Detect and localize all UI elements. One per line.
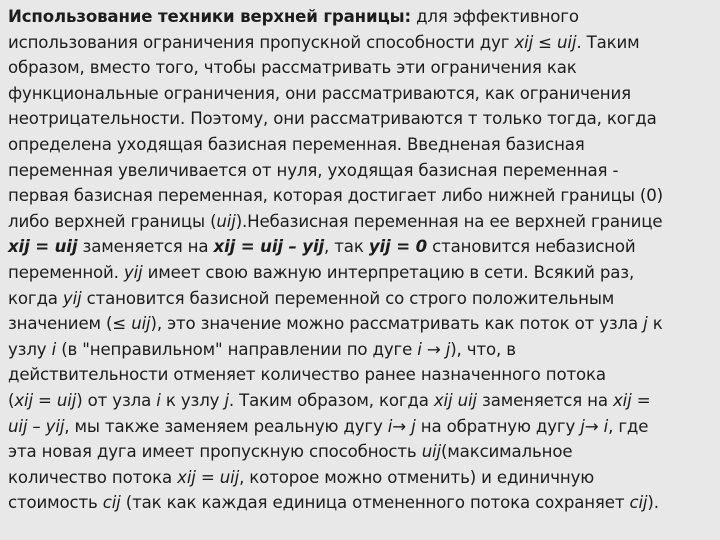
text-line <box>8 439 716 465</box>
text-run: . Таким <box>576 32 640 52</box>
emphasized-text: xij uij <box>433 390 477 410</box>
text-run: первая базисная переменная, которая достигает либо нижней границы (0) <box>8 186 663 206</box>
text-run: образом, вместо того, чтобы рассматривать эти ограничения как <box>8 58 577 78</box>
text-run: (так как каждая единица отмененного потока сохраняет <box>120 493 630 513</box>
text-run: для эффективного <box>410 7 579 26</box>
text-line <box>8 4 716 30</box>
text-run: заменяется на <box>77 237 214 257</box>
emphasized-text: uij <box>421 442 441 462</box>
text-line <box>8 465 716 491</box>
text-body <box>8 4 716 516</box>
emphasized-text: yij = 0 <box>368 237 427 257</box>
text-line <box>8 337 716 363</box>
emphasized-text: i <box>387 416 393 436</box>
text-run: использования ограничения пропускной способности дуг <box>8 32 515 52</box>
text-run: функциональные ограничения, они рассматриваются, как ограничения <box>8 83 631 103</box>
text-run: определена уходящая базисная переменная. Введненая базисная <box>8 134 585 154</box>
text-line <box>8 106 716 132</box>
emphasized-text: uij <box>216 211 236 231</box>
emphasized-text: xij = uij <box>8 237 78 257</box>
text-run: имеет свою важную интерпретацию в сети. Всякий раз, <box>142 262 635 282</box>
emphasized-text: cij <box>102 493 121 513</box>
text-run: к <box>647 314 663 334</box>
text-run: (в "неправильном" направлении по дуге <box>56 339 418 359</box>
text-run: переменная увеличивается от нуля, уходящая базисная переменная - <box>8 160 619 180</box>
text-run: → <box>584 416 604 436</box>
text-run: неотрицательности. Поэтому, они рассматриваются т только тогда, когда <box>8 109 657 129</box>
text-line <box>8 311 716 337</box>
text-line <box>8 414 716 440</box>
text-run: . Таким образом, когда <box>228 390 434 410</box>
text-run: ).Небазисная переменная на ее верхней границе <box>235 211 663 231</box>
text-run: (максимальное <box>440 442 573 462</box>
text-run: узлу <box>8 339 52 359</box>
emphasized-text: i <box>51 339 57 359</box>
text-run: эта новая дуга имеет пропускную способность <box>8 442 422 462</box>
emphasized-text: cij <box>629 493 648 513</box>
text-line <box>8 490 716 516</box>
emphasized-text: Использование техники верхней границы: <box>8 7 411 26</box>
emphasized-text: j <box>411 416 416 436</box>
text-line <box>8 183 716 209</box>
text-run: когда <box>8 288 63 308</box>
text-run: заменяется на <box>476 390 614 410</box>
text-run: , где <box>608 416 649 436</box>
emphasized-text: j <box>580 416 585 436</box>
emphasized-text: yij <box>123 262 143 282</box>
emphasized-text: uij <box>131 314 151 334</box>
text-run: , мы также заменяем реальную дугу <box>64 416 388 436</box>
text-run: к узлу <box>160 390 225 410</box>
text-run: на обратную дугу <box>415 416 581 436</box>
emphasized-text: yij <box>62 288 82 308</box>
text-line <box>8 209 716 235</box>
text-run: переменной. <box>8 262 124 282</box>
emphasized-text: i <box>156 390 161 410</box>
text-run: → <box>421 339 446 359</box>
text-line <box>8 132 716 158</box>
text-line <box>8 81 716 107</box>
emphasized-text: j <box>643 314 648 334</box>
text-run: , так <box>324 237 369 257</box>
text-run: действительности отменяет количество ранее назначенного потока <box>8 365 606 385</box>
text-run: ) от узла <box>76 390 157 410</box>
emphasized-text: j <box>224 390 229 410</box>
emphasized-text: uij – yij <box>8 416 65 436</box>
emphasized-text: xij = uij <box>177 467 240 487</box>
emphasized-text: xij ≤ uij <box>514 32 577 52</box>
text-run: стоимость <box>8 493 103 513</box>
emphasized-text: xij = uij – yij <box>213 237 325 257</box>
text-line <box>8 30 716 56</box>
text-run: ). <box>647 493 659 513</box>
emphasized-text: i <box>417 339 422 359</box>
emphasized-text: xij = <box>613 390 651 410</box>
text-run: количество потока <box>8 467 178 487</box>
text-run: ), что, в <box>450 339 516 359</box>
text-run: , которое можно отменить) и единичную <box>239 467 595 487</box>
text-line <box>8 260 716 286</box>
emphasized-text: i <box>603 416 609 436</box>
text-line <box>8 55 716 81</box>
text-run: ( <box>8 390 15 410</box>
text-line <box>8 362 716 388</box>
emphasized-text: xij = uij <box>14 390 77 410</box>
text-run: становится базисной переменной со строго положительным <box>81 288 615 308</box>
emphasized-text: j <box>445 339 451 359</box>
text-run: становится небазисной <box>427 237 636 257</box>
text-line <box>8 158 716 184</box>
text-run: либо верхней границы ( <box>8 211 217 231</box>
text-line <box>8 286 716 312</box>
text-line <box>8 234 716 260</box>
text-run: ), это значение можно рассматривать как поток от узла <box>150 314 644 334</box>
text-run: → <box>392 416 412 436</box>
text-line <box>8 388 716 414</box>
text-run: значением (≤ <box>8 314 132 334</box>
